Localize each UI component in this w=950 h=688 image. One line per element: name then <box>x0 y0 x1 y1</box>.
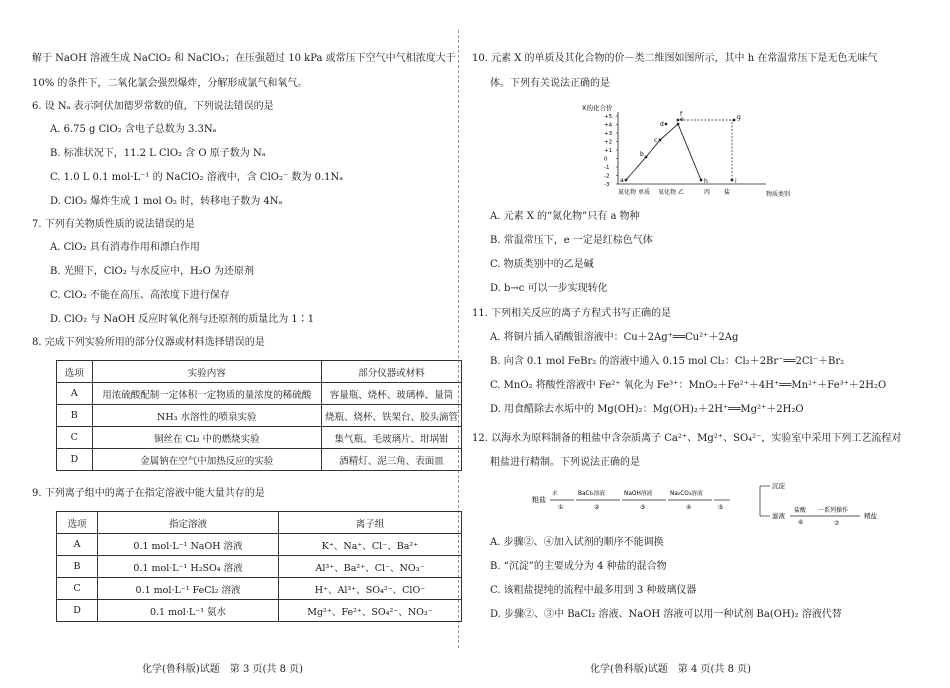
flow-step-num: ③ <box>640 504 646 511</box>
page-footer-right: 化学(鲁科版)试题 第 4 页(共 8 页) <box>590 664 752 675</box>
chart-ytick-label: -1 <box>604 165 610 171</box>
chart-point-label: c <box>654 137 658 144</box>
flow-acid: 盐酸 <box>794 507 807 514</box>
flow-ops-num: ⑦ <box>834 520 840 527</box>
chart-point-label: d <box>660 121 664 128</box>
table-cell: 铜丝在 Cl₂ 中的燃烧实验 <box>92 427 321 449</box>
chart-ylabel: X的化合价 <box>582 104 613 112</box>
flow-acid-num: ⑥ <box>798 519 804 526</box>
q10-option-a: A. 元素 X 的“氮化物”只有 a 物种 <box>490 211 640 222</box>
table-cell: D <box>57 600 98 622</box>
table-cell: A <box>57 383 93 405</box>
q7-option-a: A. ClO₂ 具有消毒作用和漂白作用 <box>50 242 200 253</box>
chart-ytick-label: -3 <box>604 182 610 188</box>
flow-steps <box>550 489 730 511</box>
table-cell: B <box>57 556 98 578</box>
chart-point <box>731 179 734 182</box>
table-cell: 集气瓶、毛玻璃片、坩埚钳 <box>321 427 461 449</box>
chart-points <box>620 111 741 185</box>
chart-point-label: i <box>735 178 737 185</box>
table-header: 指定溶液 <box>98 512 279 534</box>
q6-option-a: A. 6.75 g ClO₂ 含电子总数为 3.3Nₐ <box>50 124 217 135</box>
q12-option-a: A. 步骤②、④加入试剂的顺序不能调换 <box>490 537 664 548</box>
chart-point-label: e <box>680 116 684 123</box>
q12-option-b: B. “沉淀”的主要成分为 4 种盐的混合物 <box>490 561 667 572</box>
table-cell: B <box>57 405 93 427</box>
table-row <box>57 449 462 471</box>
flow-product: 精盐 <box>864 512 877 520</box>
table-cell: C <box>57 578 98 600</box>
q8-table <box>56 360 462 471</box>
chart-yticks <box>604 114 618 188</box>
table-cell: 0.1 mol·L⁻¹ NaOH 溶液 <box>98 534 279 556</box>
q10-stem-2: 体。下列有关说法正确的是 <box>490 78 610 89</box>
table-header: 选项 <box>57 361 93 383</box>
q12-stem-1: 12. 以海水为原料制备的粗盐中含杂质离子 Ca²⁺、Mg²⁺、SO₄²⁻，实验室中采用下列工艺流程对 <box>472 433 902 444</box>
chart-ytick-label: +1 <box>604 148 613 154</box>
q10-stem-1: 10. 元素 X 的单质及其化合物的价－类二维图如图所示，其中 h 在常温常压下是无色无味气 <box>472 53 878 64</box>
table-row <box>57 578 462 600</box>
q12-flow-tail <box>814 506 894 530</box>
chart-xtick-label: 丙 <box>704 189 711 196</box>
table-header: 部分仪器或材料 <box>321 361 461 383</box>
q11-option-a: A. 将铜片插入硝酸银溶液中：Cu＋2Ag⁺══Cu²⁺＋2Ag <box>490 332 739 343</box>
table-row <box>57 534 462 556</box>
chart-ytick-label: 0 <box>604 156 608 163</box>
chart-point <box>677 119 680 122</box>
table-cell: 烧瓶、烧杯、铁架台、胶头滴管 <box>321 405 461 427</box>
flow-reagent: 水 <box>552 491 558 497</box>
chart-point-label: b <box>640 151 644 158</box>
table-header: 离子组 <box>279 512 462 534</box>
chart-point-label: f <box>680 111 683 118</box>
table-header: 实验内容 <box>92 361 321 383</box>
flow-filtrate: 滤液 <box>772 512 785 520</box>
q10-option-c: C. 物质类别中的乙是碱 <box>490 259 594 270</box>
flow-precipitate: 沉淀 <box>772 482 785 490</box>
q11-option-b: B. 向含 0.1 mol FeBr₂ 的溶液中通入 0.15 mol Cl₂：Cl₂＋2Br⁻══2Cl⁻＋Br₂ <box>490 356 845 367</box>
q8-stem: 8. 完成下列实验所用的部分仪器或材料选择错误的是 <box>32 337 265 348</box>
chart-xlabel: 物质类别 <box>766 191 791 198</box>
chart-xtick-label: 氮化物 <box>618 189 637 196</box>
chart-ytick-label: -2 <box>604 173 610 180</box>
chart-point <box>659 139 662 142</box>
table-row <box>57 556 462 578</box>
chart-point <box>700 179 703 182</box>
q6-stem: 6. 设 Nₐ 表示阿伏加德罗常数的值，下列说法错误的是 <box>32 101 274 112</box>
intro-line-2: 10% 的条件下，二氧化氯会强烈爆炸，分解形成氯气和氧气。 <box>32 78 308 89</box>
table-cell: 用浓硫酸配制一定体积一定物质的量浓度的稀硫酸 <box>92 383 321 405</box>
chart-point <box>677 123 680 126</box>
chart-series-line <box>626 124 701 180</box>
q10-option-d: D. b→c 可以一步实现转化 <box>490 283 608 294</box>
chart-point-label: a <box>620 177 624 184</box>
chart-xticks <box>618 188 730 196</box>
chart-point-label: h <box>704 178 708 185</box>
table-cell: H⁺、Al³⁺、SO₄²⁻、ClO⁻ <box>279 578 462 600</box>
table-row <box>57 600 462 622</box>
q7-option-d: D. ClO₂ 与 NaOH 反应时氧化剂与还原剂的质量比为 1∶1 <box>50 314 315 325</box>
chart-xtick-label: 乙 <box>678 189 685 196</box>
q7-option-b: B. 光照下，ClO₂ 与水反应中，H₂O 为还原剂 <box>50 266 255 277</box>
table-cell: 0.1 mol·L⁻¹ FeCl₂ 溶液 <box>98 578 279 600</box>
table-cell: Mg²⁺、Fe²⁺、SO₄²⁻、NO₃⁻ <box>279 600 462 622</box>
chart-xtick-label: 氧化物 <box>658 189 677 196</box>
chart-ytick-label: +4 <box>604 122 613 129</box>
flow-start: 粗盐 <box>532 496 546 504</box>
table-row <box>57 427 462 449</box>
flow-reagent: BaCl₂溶液 <box>578 491 606 497</box>
table-cell: Al³⁺、Ba²⁺、Cl⁻、NO₃⁻ <box>279 556 462 578</box>
q10-valence-chart <box>580 100 810 200</box>
q7-option-c: C. ClO₂ 不能在高压、高浓度下进行保存 <box>50 290 230 301</box>
q9-table <box>56 511 462 622</box>
flow-step-num: ⑤ <box>718 504 724 511</box>
q10-option-b: B. 常温常压下，e 一定是红棕色气体 <box>490 235 653 246</box>
flow-ops: 一系列操作 <box>818 507 849 514</box>
chart-xtick-label: 单质 <box>638 189 651 196</box>
flow-step-num: ① <box>558 504 564 511</box>
table-cell: A <box>57 534 98 556</box>
q12-option-d: D. 步骤②、③中 BaCl₂ 溶液、NaOH 溶液可以用一种试剂 Ba(OH)₂ 溶液代替 <box>490 609 842 620</box>
q6-option-c: C. 1.0 L 0.1 mol·L⁻¹ 的 NaClO₂ 溶液中，含 ClO₂⁻ 数为 0.1Nₐ <box>50 172 344 183</box>
table-cell: 0.1 mol·L⁻¹ 氨水 <box>98 600 279 622</box>
q9-stem: 9. 下列离子组中的离子在指定溶液中能大量共存的是 <box>32 488 265 499</box>
q6-option-d: D. ClO₂ 爆炸生成 1 mol O₂ 时，转移电子数为 4Nₐ <box>50 196 283 207</box>
table-cell: 容量瓶、烧杯、玻璃棒、量筒 <box>321 383 461 405</box>
chart-ytick-label: +2 <box>604 139 613 146</box>
table-cell: NH₃ 水溶性的喷泉实验 <box>92 405 321 427</box>
flow-reagent: Na₂CO₃溶液 <box>670 491 703 497</box>
q7-stem: 7. 下列有关物质性质的说法错误的是 <box>32 219 195 230</box>
flow-reagent: NaOH溶液 <box>624 491 653 497</box>
chart-point <box>733 119 736 122</box>
intro-line-1: 解于 NaOH 溶液生成 NaClO₂ 和 NaClO₃；在压强超过 10 kPa 或常压下空气中气相浓度大于 <box>32 53 456 64</box>
table-row <box>57 383 462 405</box>
flow-step-num: ② <box>594 504 600 511</box>
q12-flow-diagram <box>532 476 852 526</box>
table-cell: D <box>57 449 93 471</box>
table-cell: K⁺、Na⁺、Cl⁻、Ba²⁺ <box>279 534 462 556</box>
table-header: 选项 <box>57 512 98 534</box>
table-cell: C <box>57 427 93 449</box>
chart-xtick-label: 盐 <box>724 189 731 196</box>
chart-point <box>625 179 628 182</box>
chart-point <box>645 156 648 159</box>
q12-option-c: C. 该粗盐提纯的流程中最多用到 3 种玻璃仪器 <box>490 585 697 596</box>
q6-option-b: B. 标准状况下，11.2 L ClO₂ 含 O 原子数为 Nₐ <box>50 148 266 159</box>
q11-option-c: C. MnO₂ 将酸性溶液中 Fe²⁺ 氧化为 Fe³⁺：MnO₂＋Fe²⁺＋4H⁺══Mn²⁺＋Fe³⁺＋2H₂O <box>490 380 887 391</box>
page-footer-left: 化学(鲁科版)试题 第 3 页(共 8 页) <box>142 664 304 675</box>
q12-stem-2: 粗盐进行精制。下列说法正确的是 <box>490 457 640 468</box>
table-cell: 金属钠在空气中加热反应的实验 <box>92 449 321 471</box>
table-header-row <box>57 361 462 383</box>
chart-point <box>665 123 668 126</box>
chart-ytick-label: +3 <box>604 131 613 137</box>
table-row <box>57 405 462 427</box>
table-header-row <box>57 512 462 534</box>
q11-stem: 11. 下列相关反应的离子方程式书写正确的是 <box>472 308 672 319</box>
flow-step-num: ④ <box>686 504 692 511</box>
q11-option-d: D. 用食醋除去水垢中的 Mg(OH)₂：Mg(OH)₂＋2H⁺══Mg²⁺＋2H₂O <box>490 404 804 415</box>
chart-point-label: g <box>737 114 741 121</box>
chart-ytick-label: +5 <box>604 114 613 120</box>
table-cell: 酒精灯、泥三角、表面皿 <box>321 449 461 471</box>
table-cell: 0.1 mol·L⁻¹ H₂SO₄ 溶液 <box>98 556 279 578</box>
